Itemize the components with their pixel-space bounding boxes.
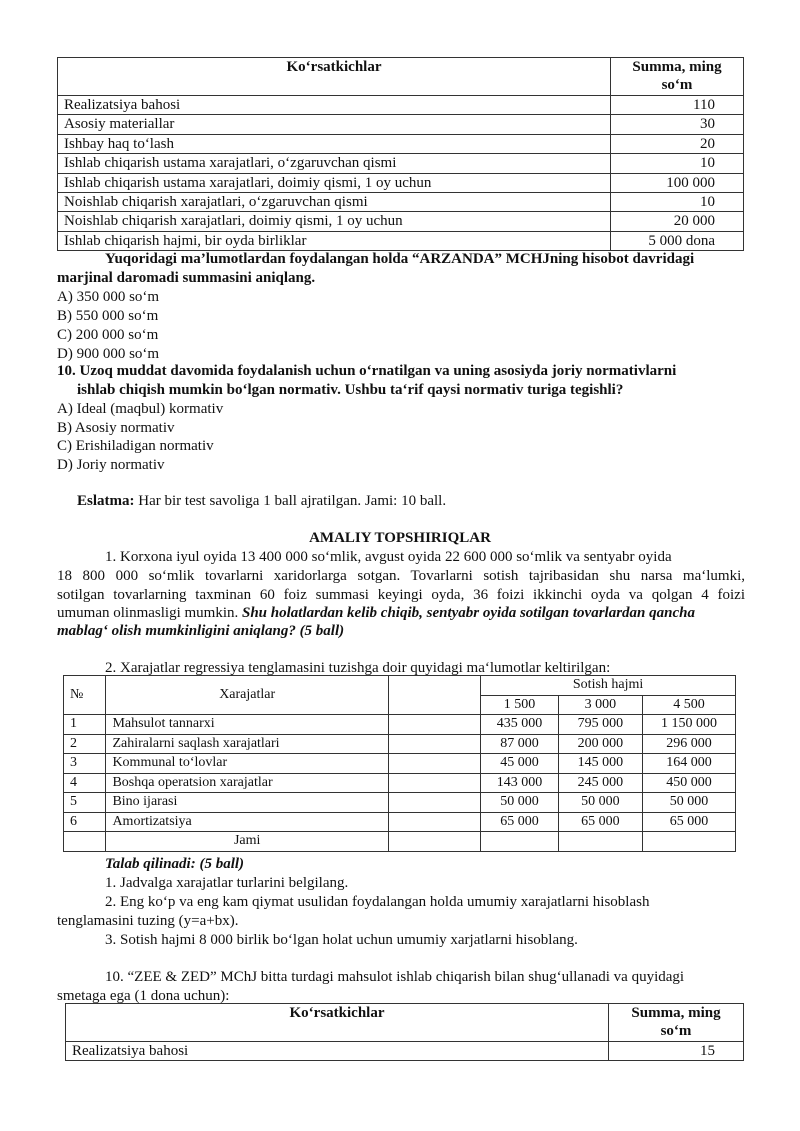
row-value: 1 150 000 xyxy=(642,715,735,735)
row-value: 50 000 xyxy=(481,793,559,813)
row-number: 4 xyxy=(64,773,106,793)
task-2-req-2: 2. Eng ko‘p va eng kam qiymat usulidan foydalangan holda umumiy xarajatlarni hisoblash xyxy=(105,894,650,910)
total-value xyxy=(642,832,735,852)
table-row xyxy=(58,173,744,192)
table-row xyxy=(64,715,736,735)
total-value xyxy=(558,832,642,852)
total-value xyxy=(481,832,559,852)
row-value: 100 000 xyxy=(611,173,744,192)
task-2-req-3: 3. Sotish hajmi 8 000 birlik bo‘lgan holat uchun umumiy xarjatlarni hisoblang. xyxy=(105,932,578,948)
header-number: № xyxy=(64,676,106,715)
row-empty xyxy=(388,715,480,735)
task-1-question: Shu holatlardan kelib chiqib, sentyabr oyida sotilgan tovarlardan qancha xyxy=(242,605,695,621)
row-value: 50 000 xyxy=(642,793,735,813)
total-number xyxy=(64,832,106,852)
row-label: Ishlab chiqarish ustama xarajatlari, doimiy qismi, 1 oy uchun xyxy=(58,173,611,192)
table-row xyxy=(58,96,744,115)
row-empty xyxy=(388,773,480,793)
table-row xyxy=(64,734,736,754)
header-empty xyxy=(388,676,480,715)
task-2-required: Talab qilinadi: (5 ball) xyxy=(105,856,245,872)
table-row xyxy=(58,231,744,250)
answer-option-d: D) 900 000 so‘m xyxy=(57,346,160,362)
row-label: Ishbay haq to‘lash xyxy=(58,134,611,153)
row-label: Noishlab chiqarish xarajatlari, doimiy qismi, 1 oy uchun xyxy=(58,212,611,231)
row-value: 45 000 xyxy=(481,754,559,774)
table-row xyxy=(64,812,736,832)
row-number: 3 xyxy=(64,754,106,774)
row-value: 795 000 xyxy=(558,715,642,735)
row-label: Ishlab chiqarish hajmi, bir oyda birliklar xyxy=(58,231,611,250)
answer-option-b: B) Asosiy normativ xyxy=(57,420,175,436)
row-cost-name: Zahiralarni saqlash xarajatlari xyxy=(106,734,388,754)
total-empty xyxy=(388,832,480,852)
row-value: 450 000 xyxy=(642,773,735,793)
row-label: Realizatsiya bahosi xyxy=(58,96,611,115)
volume-1: 1 500 xyxy=(481,695,559,715)
row-value: 10 xyxy=(611,192,744,211)
answer-option-a: A) Ideal (maqbul) kormativ xyxy=(57,401,224,417)
task-1-line3: sotilgan tovarlarning taxminan 60 foiz summasi keyingi oyda, 36 foizi ikkinchi oyda va qolgan 4 foizi xyxy=(57,587,745,603)
estimate-table xyxy=(65,1003,744,1061)
task-10-line2: smetaga ega (1 dona uchun): xyxy=(57,988,230,1004)
row-cost-name: Mahsulot tannarxi xyxy=(106,715,388,735)
row-value: 65 000 xyxy=(642,812,735,832)
note-text: Har bir test savoliga 1 ball ajratilgan. Jami: 10 ball. xyxy=(134,493,447,509)
question-9-line1: Yuqoridagi ma’lumotlardan foydalangan holda “ARZANDA” MCHJning hisobot davridagi xyxy=(105,251,695,267)
row-value: 145 000 xyxy=(558,754,642,774)
task-10-line1: 10. “ZEE & ZED” MChJ bitta turdagi mahsulot ishlab chiqarish bilan shug‘ullanadi va quyidagi xyxy=(105,969,685,985)
task-1-line4-plain: umuman olinmasligi mumkin. xyxy=(57,605,242,621)
row-number: 6 xyxy=(64,812,106,832)
row-value: 15 xyxy=(609,1042,744,1061)
table-row xyxy=(66,1042,744,1061)
row-number: 1 xyxy=(64,715,106,735)
table-row xyxy=(58,212,744,231)
row-empty xyxy=(388,754,480,774)
row-value: 245 000 xyxy=(558,773,642,793)
table-row xyxy=(64,773,736,793)
indicators-table xyxy=(57,57,744,251)
task-2-req-1: 1. Jadvalga xarajatlar turlarini belgilang. xyxy=(105,875,349,891)
row-empty xyxy=(388,734,480,754)
table-header-sum: Summa, ming so‘m xyxy=(609,1004,744,1042)
section-title: AMALIY TOPSHIRIQLAR xyxy=(309,530,491,546)
row-label: Ishlab chiqarish ustama xarajatlari, o‘zgaruvchan qismi xyxy=(58,154,611,173)
row-value: 143 000 xyxy=(481,773,559,793)
row-value: 30 xyxy=(611,115,744,134)
header-costs: Xarajatlar xyxy=(106,676,388,715)
table-header-sum: Summa, ming so‘m xyxy=(611,58,744,96)
row-label: Realizatsiya bahosi xyxy=(66,1042,609,1061)
row-value: 164 000 xyxy=(642,754,735,774)
task-1-line2: 18 800 000 so‘mlik tovarlarni xaridorlarga sotgan. Tovarlarni sotish tajribasidan shu narsa ma‘lumki, xyxy=(57,568,745,584)
task-1-line1: 1. Korxona iyul oyida 13 400 000 so‘mlik, avgust oyida 22 600 000 so‘mlik va sentyabr oyida xyxy=(105,549,672,565)
task-2-req-2b: tenglamasini tuzing (y=a+bx). xyxy=(57,913,239,929)
row-number: 2 xyxy=(64,734,106,754)
answer-option-b: B) 550 000 so‘m xyxy=(57,308,159,324)
answer-option-d: D) Joriy normativ xyxy=(57,457,165,473)
row-value: 20 000 xyxy=(611,212,744,231)
row-cost-name: Boshqa operatsion xarajatlar xyxy=(106,773,388,793)
row-cost-name: Amortizatsiya xyxy=(106,812,388,832)
header-sales-volume: Sotish hajmi xyxy=(481,676,736,696)
note-label: Eslatma: xyxy=(77,493,135,509)
answer-option-a: A) 350 000 so‘m xyxy=(57,289,160,305)
table-header-indicators: Ko‘rsatkichlar xyxy=(58,58,611,96)
row-value: 10 xyxy=(611,154,744,173)
row-value: 296 000 xyxy=(642,734,735,754)
row-label: Noishlab chiqarish xarajatlari, o‘zgaruvchan qismi xyxy=(58,192,611,211)
question-10-line1: 10. Uzoq muddat davomida foydalanish uchun o‘rnatilgan va uning asosiyda joriy normativlarni xyxy=(57,363,677,379)
note xyxy=(77,492,446,511)
table-header-indicators: Ko‘rsatkichlar xyxy=(66,1004,609,1042)
question-10-line2: ishlab chiqish mumkin bo‘lgan normativ. Ushbu ta‘rif qaysi normativ turiga tegishli? xyxy=(77,382,624,398)
row-value: 435 000 xyxy=(481,715,559,735)
total-label: Jami xyxy=(106,832,388,852)
row-value: 20 xyxy=(611,134,744,153)
row-label: Asosiy materiallar xyxy=(58,115,611,134)
task-2-intro: 2. Xarajatlar regressiya tenglamasini tuzishga doir quyidagi ma‘lumotlar keltirilgan: xyxy=(105,660,611,676)
table-row xyxy=(64,754,736,774)
question-9-text xyxy=(57,250,745,269)
row-number: 5 xyxy=(64,793,106,813)
table-row xyxy=(58,192,744,211)
table-row xyxy=(64,793,736,813)
table-row xyxy=(58,154,744,173)
answer-option-c: C) 200 000 so‘m xyxy=(57,327,159,343)
row-value: 200 000 xyxy=(558,734,642,754)
task-1-line4 xyxy=(57,604,695,623)
answer-option-c: C) Erishiladigan normativ xyxy=(57,438,214,454)
row-empty xyxy=(388,793,480,813)
volume-3: 4 500 xyxy=(642,695,735,715)
row-value: 65 000 xyxy=(558,812,642,832)
row-value: 5 000 dona xyxy=(611,231,744,250)
row-cost-name: Bino ijarasi xyxy=(106,793,388,813)
table-row xyxy=(58,134,744,153)
row-cost-name: Kommunal to‘lovlar xyxy=(106,754,388,774)
question-9-line2: marjinal daromadi summasini aniqlang. xyxy=(57,270,316,286)
row-value: 65 000 xyxy=(481,812,559,832)
costs-table xyxy=(63,675,736,852)
row-value: 87 000 xyxy=(481,734,559,754)
volume-2: 3 000 xyxy=(558,695,642,715)
row-value: 50 000 xyxy=(558,793,642,813)
table-total-row xyxy=(64,832,736,852)
table-row xyxy=(58,115,744,134)
row-value: 110 xyxy=(611,96,744,115)
row-empty xyxy=(388,812,480,832)
task-1-line5: mablag‘ olish mumkinligini aniqlang? (5 ball) xyxy=(57,623,345,639)
